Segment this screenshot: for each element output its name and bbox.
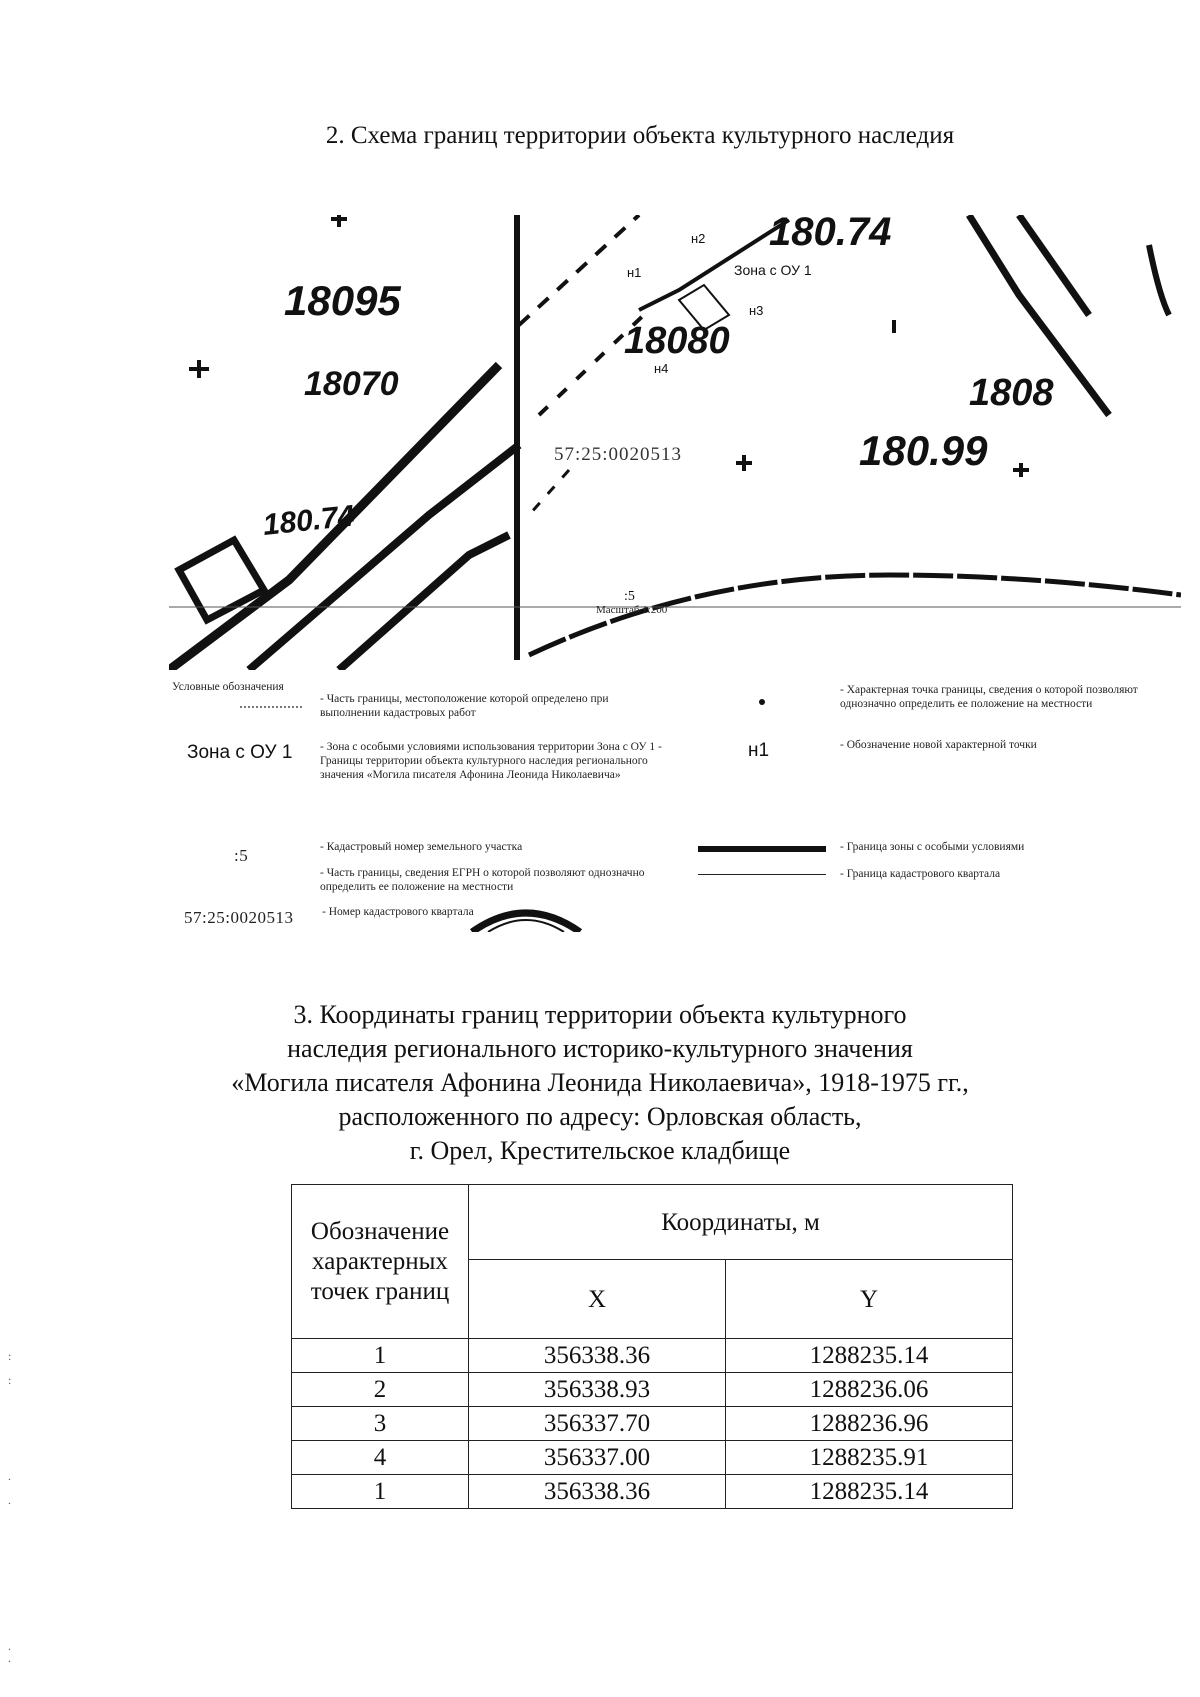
legend-symbol-thin-line — [698, 874, 826, 875]
y-cell: 1288235.91 — [726, 1441, 1013, 1475]
cadastral-quarter-label: 57:25:0020513 — [554, 444, 683, 465]
x-cell: 356337.00 — [469, 1441, 726, 1475]
section-3-title-line: 3. Координаты границ территории объекта культурного — [293, 1000, 907, 1029]
table-row — [292, 1373, 1013, 1407]
y-cell: 1288236.96 — [726, 1407, 1013, 1441]
legend-symbol-zone: Зона с ОУ 1 — [187, 742, 293, 763]
point-label-n2: н2 — [691, 231, 706, 246]
point-cell: 1 — [292, 1475, 469, 1509]
y-cell: 1288235.14 — [726, 1339, 1013, 1373]
legend-item-text: - Зона с особыми условиями использования территории Зона с ОУ 1 - Границы территории объекта культурного наследия регионального значения «Могила писателя Афонина Леонида Николаевича» — [320, 741, 662, 781]
legend-symbol-thick-line — [698, 846, 826, 852]
zone-label: Зона с ОУ 1 — [734, 262, 812, 278]
x-cell: 356338.36 — [469, 1339, 726, 1373]
legend-symbol-new-point: н1 — [748, 740, 770, 761]
table-row — [292, 1339, 1013, 1373]
legend-item-text: - Характерная точка границы, сведения о которой позволяют однозначно определить ее положение на местности — [840, 684, 1138, 710]
legend-symbol-quarter: 57:25:0020513 — [184, 908, 294, 927]
section-3-title-line: «Могила писателя Афонина Леонида Николаевича», 1918-1975 гг., — [231, 1068, 969, 1097]
legend-item-text: - Обозначение новой характерной точки — [840, 739, 1037, 751]
point-label-n4: н4 — [654, 361, 669, 376]
elevation-label: 18095 — [284, 277, 401, 324]
elevation-label: 180.74 — [769, 215, 892, 254]
section-3-title — [0, 998, 1200, 1168]
section-3-title-line: расположенного по адресу: Орловская область, — [338, 1102, 862, 1131]
table-row — [292, 1441, 1013, 1475]
legend-symbol-dashed-line — [240, 706, 302, 708]
x-cell: 356338.93 — [469, 1373, 726, 1407]
legend-title: Условные обозначения — [172, 681, 284, 693]
section-2-title: 2. Схема границ территории объекта культурного наследия — [325, 122, 955, 149]
elevation-label: 180.99 — [859, 427, 988, 474]
legend-item-text: - Часть границы, местоположение которой определено при выполнении кадастровых работ — [320, 693, 609, 719]
point-cell: 4 — [292, 1441, 469, 1475]
section-3-title-line: наследия регионального историко-культурного значения — [287, 1034, 913, 1063]
parcel-label: :5 — [624, 589, 635, 604]
point-designation-header: Обозначение характерных точек границ — [292, 1185, 469, 1339]
legend-symbol-point — [759, 699, 765, 705]
y-cell: 1288236.06 — [726, 1373, 1013, 1407]
cadastral-map — [169, 215, 1181, 670]
scan-margin-mark: . . — [8, 1639, 11, 1665]
x-header: X — [469, 1260, 726, 1339]
elevation-label: 1808 — [969, 372, 1054, 414]
legend-item-text: - Часть границы, сведения ЕГРН о которой позволяют однозначно определить ее положение на местности — [320, 867, 645, 893]
x-cell: 356337.70 — [469, 1407, 726, 1441]
elevation-label: 180.74 — [261, 499, 356, 542]
coordinates-header: Координаты, м — [469, 1185, 1013, 1260]
scan-margin-mark: . . — [8, 1469, 11, 1507]
point-cell: 1 — [292, 1339, 469, 1373]
point-label-n3: н3 — [749, 303, 764, 318]
legend-symbol-parcel: :5 — [234, 846, 249, 865]
x-cell: 356338.36 — [469, 1475, 726, 1509]
coordinates-table — [291, 1184, 1013, 1509]
table-row — [292, 1475, 1013, 1509]
y-cell: 1288235.14 — [726, 1475, 1013, 1509]
table-row — [292, 1407, 1013, 1441]
legend-item-text: - Кадастровый номер земельного участка — [320, 841, 523, 853]
scan-margin-mark: : : — [8, 1349, 12, 1387]
elevation-label: 18070 — [304, 365, 399, 403]
scale-label: Масштаб 1:200 — [596, 604, 668, 616]
stamp-fragment — [470, 898, 582, 932]
y-header: Y — [726, 1260, 1013, 1339]
legend-item-text: - Граница кадастрового квартала — [840, 868, 1001, 880]
section-3-title-line: г. Орел, Крестительское кладбище — [409, 1136, 791, 1165]
point-cell: 3 — [292, 1407, 469, 1441]
legend-item-text: - Номер кадастрового квартала — [322, 906, 474, 918]
point-cell: 2 — [292, 1373, 469, 1407]
elevation-label: 18080 — [624, 320, 730, 362]
legend-item-text: - Граница зоны с особыми условиями — [840, 841, 1025, 853]
point-label-n1: н1 — [627, 265, 642, 280]
